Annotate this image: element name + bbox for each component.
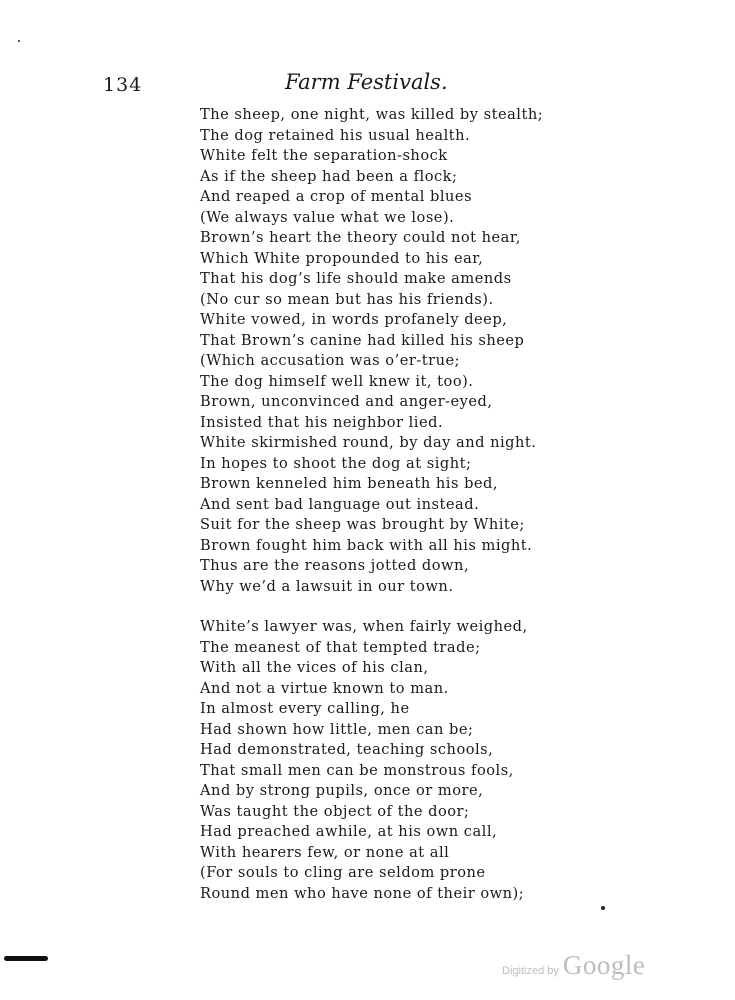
poem-line: Had shown how little, men can be; — [200, 720, 474, 738]
poem-line: Brown, unconvinced and anger-eyed, — [200, 393, 493, 410]
digitized-by-watermark — [502, 950, 645, 981]
poem-line: (No cur so mean but has his friends). — [200, 290, 494, 308]
poem-line: In hopes to shoot the dog at sight; — [200, 454, 472, 472]
poem-line: The dog himself well knew it, too). — [200, 372, 474, 390]
poem-line: That Brown’s canine had killed his sheep — [200, 331, 525, 349]
poem-line: Round men who have none of their own); — [200, 884, 525, 902]
poem-line: Was taught the object of the door; — [200, 802, 470, 820]
poem-line: And reaped a crop of mental blues — [200, 188, 473, 205]
poem-line: With all the vices of his clan, — [200, 659, 429, 676]
ink-speck — [18, 40, 20, 42]
stanza-2 — [200, 617, 700, 904]
poem-line: The sheep, one night, was killed by stealth; — [200, 106, 544, 123]
scan-edge-mark — [4, 956, 48, 961]
poem-line: Insisted that his neighbor lied. — [200, 413, 444, 431]
poem-line: In almost every calling, he — [200, 700, 410, 717]
ink-speck — [601, 906, 605, 910]
poem-line: The dog retained his usual health. — [200, 126, 471, 144]
poem-line: Suit for the sheep was brought by White; — [200, 516, 525, 533]
poem-line: Had preached awhile, at his own call, — [200, 823, 498, 840]
google-logo: Google — [562, 950, 646, 980]
digitized-prefix: Digitized by — [502, 965, 559, 977]
poem-line: Brown fought him back with all his might. — [200, 536, 533, 554]
poem-line: White vowed, in words profanely deep, — [200, 311, 508, 328]
running-title: Farm Festivals. — [285, 70, 448, 94]
poem-line: Brown kenneled him beneath his bed, — [200, 475, 499, 492]
poem-line: (For souls to cling are seldom prone — [200, 864, 486, 881]
poem-line: Why we’d a lawsuit in our town. — [200, 577, 454, 595]
poem-line: (We always value what we lose). — [200, 208, 455, 226]
stanza-1 — [200, 105, 700, 597]
poem-body — [200, 105, 700, 904]
poem-line: The meanest of that tempted trade; — [200, 638, 481, 656]
poem-line: Thus are the reasons jotted down, — [200, 557, 470, 574]
poem-line: And by strong pupils, once or more, — [200, 782, 484, 799]
poem-line: White skirmished round, by day and night. — [200, 434, 537, 451]
page-number: 134 — [103, 74, 143, 96]
poem-line: Brown’s heart the theory could not hear, — [200, 229, 521, 246]
poem-line: That his dog’s life should make amends — [200, 270, 512, 287]
poem-line: That small men can be monstrous fools, — [200, 761, 514, 779]
poem-line: Which White propounded to his ear, — [200, 249, 484, 267]
poem-line: (Which accusation was o’er-true; — [200, 352, 461, 369]
poem-line: White felt the separation-shock — [200, 147, 448, 164]
poem-line: And not a virtue known to man. — [200, 679, 449, 697]
poem-line: Had demonstrated, teaching schools, — [200, 741, 494, 758]
poem-line: With hearers few, or none at all — [200, 843, 450, 861]
poem-line: And sent bad language out instead. — [200, 495, 480, 513]
poem-line: White’s lawyer was, when fairly weighed, — [200, 618, 528, 635]
poem-line: As if the sheep had been a flock; — [200, 167, 458, 185]
